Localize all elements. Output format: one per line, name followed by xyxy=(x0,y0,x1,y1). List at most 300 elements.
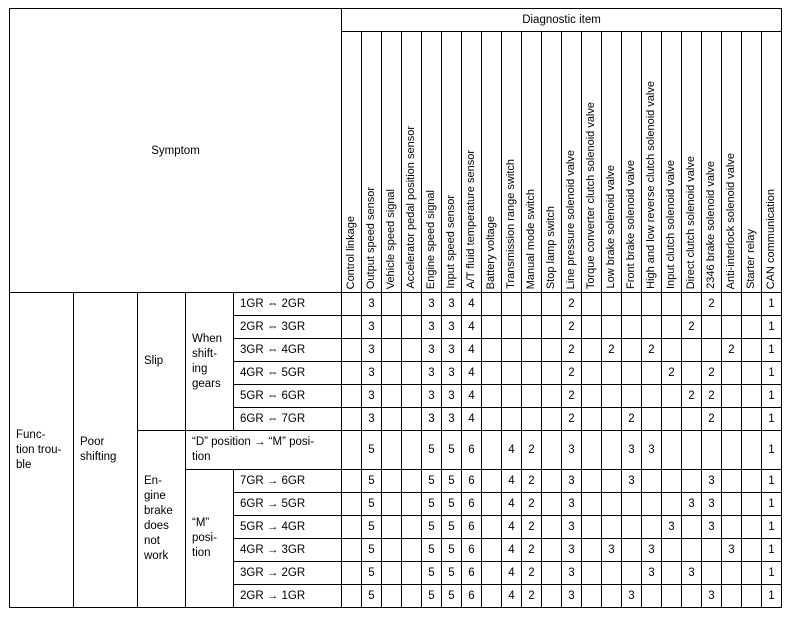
diagnostic-item-column-header xyxy=(762,32,782,293)
diagnostic-value-cell: 1 xyxy=(762,585,782,608)
diagnostic-value-cell: 1 xyxy=(762,316,782,339)
diagnostic-value-cell: 3 xyxy=(442,408,462,431)
diagnostic-value-cell xyxy=(502,408,522,431)
diagnostic-value-cell: 3 xyxy=(562,585,582,608)
diagnostic-item-column-header xyxy=(342,32,362,293)
diagnostic-value-cell: 5 xyxy=(442,470,462,493)
diagnostic-value-cell: 4 xyxy=(502,431,522,470)
diagnostic-value-cell xyxy=(382,385,402,408)
diagnostic-value-cell: 2 xyxy=(522,539,542,562)
diagnostic-value-cell xyxy=(382,408,402,431)
diagnostic-value-cell xyxy=(722,431,742,470)
diagnostic-value-cell: 2 xyxy=(522,431,542,470)
diagnostic-value-cell: 3 xyxy=(562,470,582,493)
diagnostic-value-cell: 3 xyxy=(422,362,442,385)
diagnostic-value-cell xyxy=(342,431,362,470)
diagnostic-value-cell: 6 xyxy=(462,516,482,539)
diagnostic-value-cell xyxy=(742,539,762,562)
diagnostic-value-cell xyxy=(502,316,522,339)
shift-condition-label: 6GR → 5GR xyxy=(234,493,342,516)
diagnostic-item-label: High and low reverse clutch solenoid valve xyxy=(645,81,657,289)
diagnostic-value-cell: 3 xyxy=(642,539,662,562)
diagnostic-value-cell xyxy=(682,539,702,562)
diagnostic-value-cell xyxy=(482,539,502,562)
table-row xyxy=(10,293,782,316)
diagnostic-value-cell xyxy=(542,293,562,316)
diagnostic-value-cell: 5 xyxy=(442,585,462,608)
diagnostic-value-cell xyxy=(642,585,662,608)
diagnostic-value-cell xyxy=(382,293,402,316)
diagnostic-value-cell xyxy=(682,585,702,608)
diagnostic-value-cell: 3 xyxy=(702,516,722,539)
diagnostic-value-cell xyxy=(722,585,742,608)
diagnostic-value-cell: 3 xyxy=(722,539,742,562)
diagnostic-value-cell xyxy=(722,362,742,385)
diagnostic-table xyxy=(9,8,782,608)
diagnostic-value-cell xyxy=(582,493,602,516)
diagnostic-value-cell xyxy=(582,539,602,562)
diagnostic-value-cell xyxy=(382,585,402,608)
diagnostic-value-cell xyxy=(722,293,742,316)
shift-condition-label: 4GR → 3GR xyxy=(234,539,342,562)
diagnostic-item-column-header xyxy=(482,32,502,293)
diagnostic-value-cell xyxy=(542,539,562,562)
diagnostic-value-cell xyxy=(602,385,622,408)
diagnostic-item-column-header xyxy=(622,32,642,293)
diagnostic-value-cell xyxy=(682,293,702,316)
diagnostic-value-cell xyxy=(742,293,762,316)
diagnostic-value-cell xyxy=(402,562,422,585)
diagnostic-value-cell: 2 xyxy=(522,516,542,539)
shift-condition-label: 3GR ⇔ 4GR xyxy=(234,339,342,362)
diagnostic-value-cell xyxy=(582,516,602,539)
diagnostic-value-cell xyxy=(522,408,542,431)
diagnostic-value-cell: 2 xyxy=(562,385,582,408)
diagnostic-value-cell xyxy=(522,316,542,339)
diagnostic-item-column-header xyxy=(602,32,622,293)
diagnostic-value-cell: 3 xyxy=(642,431,662,470)
diagnostic-value-cell xyxy=(502,293,522,316)
diagnostic-value-cell xyxy=(622,362,642,385)
diagnostic-value-cell: 5 xyxy=(442,493,462,516)
diagnostic-value-cell xyxy=(622,339,642,362)
diagnostic-value-cell: 3 xyxy=(422,316,442,339)
diagnostic-value-cell: 1 xyxy=(762,293,782,316)
diagnostic-value-cell xyxy=(722,408,742,431)
diagnostic-value-cell xyxy=(662,339,682,362)
diagnostic-value-cell xyxy=(402,539,422,562)
diagnostic-value-cell xyxy=(402,385,422,408)
diagnostic-value-cell xyxy=(402,516,422,539)
diagnostic-value-cell: 3 xyxy=(562,431,582,470)
shift-condition-label: 5GR → 4GR xyxy=(234,516,342,539)
diagnostic-item-label: Output speed sensor xyxy=(365,186,377,289)
diagnostic-value-cell xyxy=(582,585,602,608)
diagnostic-item-column-header xyxy=(682,32,702,293)
diagnostic-value-cell: 5 xyxy=(362,516,382,539)
diagnostic-value-cell xyxy=(742,385,762,408)
diagnostic-item-column-header xyxy=(582,32,602,293)
shift-condition-label: 6GR ⇔ 7GR xyxy=(234,408,342,431)
diagnostic-value-cell xyxy=(582,431,602,470)
diagnostic-value-cell xyxy=(702,316,722,339)
diagnostic-value-cell xyxy=(662,385,682,408)
shift-condition-label: 7GR → 6GR xyxy=(234,470,342,493)
diagnostic-value-cell xyxy=(382,493,402,516)
diagnostic-value-cell xyxy=(382,362,402,385)
diagnostic-value-cell xyxy=(582,385,602,408)
diagnostic-value-cell xyxy=(542,385,562,408)
diagnostic-value-cell: 4 xyxy=(462,408,482,431)
diagnostic-value-cell: 4 xyxy=(502,516,522,539)
diagnostic-value-cell: 2 xyxy=(562,408,582,431)
diagnostic-item-column-header xyxy=(462,32,482,293)
diagnostic-value-cell xyxy=(702,339,722,362)
diagnostic-value-cell xyxy=(482,470,502,493)
diagnostic-value-cell xyxy=(482,362,502,385)
diagnostic-value-cell xyxy=(542,562,562,585)
diagnostic-value-cell xyxy=(662,470,682,493)
diagnostic-value-cell xyxy=(382,339,402,362)
diagnostic-value-cell xyxy=(402,293,422,316)
diagnostic-value-cell: 5 xyxy=(422,562,442,585)
diagnostic-value-cell: 3 xyxy=(642,562,662,585)
diagnostic-value-cell xyxy=(682,431,702,470)
diagnostic-item-label: CAN communication xyxy=(765,188,777,289)
diagnostic-value-cell xyxy=(402,339,422,362)
diagnostic-value-cell: 5 xyxy=(442,539,462,562)
diagnostic-value-cell: 1 xyxy=(762,431,782,470)
diagnostic-value-cell xyxy=(622,293,642,316)
diagnostic-value-cell xyxy=(622,516,642,539)
diagnostic-value-cell: 2 xyxy=(522,470,542,493)
diagnostic-value-cell xyxy=(542,339,562,362)
diagnostic-item-column-header xyxy=(542,32,562,293)
diagnostic-value-cell: 3 xyxy=(622,470,642,493)
diagnostic-value-cell xyxy=(602,431,622,470)
diagnostic-value-cell xyxy=(602,316,622,339)
diagnostic-value-cell xyxy=(582,316,602,339)
diagnostic-value-cell xyxy=(342,539,362,562)
diagnostic-value-cell xyxy=(722,562,742,585)
shift-condition-label: 4GR ⇔ 5GR xyxy=(234,362,342,385)
diagnostic-item-label: Front brake solenoid valve xyxy=(625,159,637,289)
diagnostic-value-cell xyxy=(542,470,562,493)
diagnostic-value-cell xyxy=(502,339,522,362)
diagnostic-value-cell: 2 xyxy=(702,408,722,431)
diagnostic-value-cell: 3 xyxy=(562,539,582,562)
diagnostic-value-cell xyxy=(402,408,422,431)
diagnostic-value-cell: 3 xyxy=(422,293,442,316)
diagnostic-value-cell xyxy=(342,516,362,539)
diagnostic-value-cell: 3 xyxy=(362,385,382,408)
diagnostic-item-column-header xyxy=(742,32,762,293)
diagnostic-value-cell: 2 xyxy=(562,316,582,339)
symptom-group-engine-brake: En- gine brake does not work xyxy=(138,431,186,608)
diagnostic-value-cell: 4 xyxy=(462,293,482,316)
diagnostic-value-cell: 3 xyxy=(622,585,642,608)
diagnostic-value-cell: 2 xyxy=(562,362,582,385)
shift-condition-label: 5GR ⇔ 6GR xyxy=(234,385,342,408)
symptom-group-slip: Slip xyxy=(138,293,186,431)
diagnostic-value-cell: 1 xyxy=(762,562,782,585)
diagnostic-item-label: Torque converter clutch solenoid valve xyxy=(585,101,597,289)
diagnostic-value-cell xyxy=(662,293,682,316)
diagnostic-value-cell: 3 xyxy=(442,316,462,339)
diagnostic-value-cell xyxy=(742,362,762,385)
diagnostic-value-cell: 3 xyxy=(602,539,622,562)
diagnostic-value-cell xyxy=(742,585,762,608)
diagnostic-value-cell xyxy=(502,385,522,408)
shift-condition-label: 2GR → 1GR xyxy=(234,585,342,608)
diagnostic-item-label: Battery voltage xyxy=(485,215,497,289)
diagnostic-value-cell xyxy=(482,585,502,608)
diagnostic-value-cell: 2 xyxy=(682,385,702,408)
diagnostic-value-cell xyxy=(722,493,742,516)
diagnostic-value-cell: 5 xyxy=(362,562,382,585)
diagnostic-value-cell: 2 xyxy=(662,362,682,385)
diagnostic-value-cell xyxy=(342,362,362,385)
diagnostic-value-cell: 2 xyxy=(702,385,722,408)
diagnostic-value-cell xyxy=(402,316,422,339)
diagnostic-value-cell xyxy=(382,562,402,585)
diagnostic-value-cell xyxy=(682,339,702,362)
diagnostic-item-label: Starter relay xyxy=(745,229,757,289)
diagnostic-value-cell xyxy=(602,362,622,385)
diagnostic-value-cell: 4 xyxy=(502,470,522,493)
diagnostic-value-cell: 3 xyxy=(422,408,442,431)
diagnostic-value-cell xyxy=(382,431,402,470)
diagnostic-value-cell xyxy=(522,293,542,316)
diagnostic-value-cell: 3 xyxy=(362,362,382,385)
diagnostic-value-cell xyxy=(642,516,662,539)
diagnostic-value-cell xyxy=(542,316,562,339)
diagnostic-value-cell: 5 xyxy=(422,470,442,493)
diagnostic-value-cell: 3 xyxy=(702,470,722,493)
diagnostic-item-label: Input speed sensor xyxy=(445,195,457,289)
diagnostic-value-cell: 3 xyxy=(362,408,382,431)
diagnostic-value-cell xyxy=(482,316,502,339)
diagnostic-value-cell xyxy=(542,408,562,431)
diagnostic-value-cell xyxy=(622,539,642,562)
diagnostic-value-cell xyxy=(582,470,602,493)
diagnostic-value-cell xyxy=(342,293,362,316)
diagnostic-value-cell xyxy=(682,470,702,493)
diagnostic-value-cell xyxy=(742,493,762,516)
symptom-group-g2: Poor shifting xyxy=(74,293,138,608)
diagnostic-value-cell xyxy=(522,339,542,362)
diagnostic-value-cell xyxy=(542,431,562,470)
diagnostic-value-cell xyxy=(342,408,362,431)
diagnostic-value-cell xyxy=(742,408,762,431)
diagnostic-value-cell xyxy=(742,516,762,539)
diagnostic-value-cell: 1 xyxy=(762,362,782,385)
diagnostic-item-label: A/T fluid temperature sensor xyxy=(465,150,477,289)
diagnostic-value-cell xyxy=(642,408,662,431)
diagnostic-value-cell xyxy=(682,362,702,385)
diagnostic-value-cell: 5 xyxy=(422,431,442,470)
diagnostic-value-cell: 3 xyxy=(622,431,642,470)
diagnostic-value-cell xyxy=(402,493,422,516)
diagnostic-value-cell xyxy=(582,562,602,585)
diagnostic-value-cell xyxy=(662,585,682,608)
diagnostic-value-cell xyxy=(402,585,422,608)
diagnostic-value-cell: 5 xyxy=(362,493,382,516)
diagnostic-value-cell: 5 xyxy=(442,562,462,585)
diagnostic-value-cell: 3 xyxy=(682,493,702,516)
diagnostic-value-cell xyxy=(502,362,522,385)
shift-condition-label: 2GR ⇔ 3GR xyxy=(234,316,342,339)
diagnostic-value-cell: 6 xyxy=(462,470,482,493)
diagnostic-value-cell xyxy=(602,585,622,608)
diagnostic-value-cell: 1 xyxy=(762,516,782,539)
diagnostic-item-label: Engine speed signal xyxy=(425,189,437,289)
diagnostic-value-cell: 6 xyxy=(462,562,482,585)
diagnostic-value-cell: 4 xyxy=(462,362,482,385)
diagnostic-value-cell xyxy=(662,493,682,516)
diagnostic-item-column-header xyxy=(502,32,522,293)
diagnostic-value-cell xyxy=(482,562,502,585)
diagnostic-item-column-header xyxy=(702,32,722,293)
diagnostic-item-label: Low brake solenoid valve xyxy=(605,165,617,289)
diagnostic-value-cell: 3 xyxy=(362,316,382,339)
diagnostic-item-column-header xyxy=(402,32,422,293)
diagnostic-item-column-header xyxy=(562,32,582,293)
diagnostic-value-cell: 5 xyxy=(362,431,382,470)
diagnostic-item-label: 2346 brake solenoid valve xyxy=(705,161,717,289)
diagnostic-value-cell xyxy=(342,493,362,516)
diagnostic-value-cell xyxy=(602,562,622,585)
diagnostic-value-cell: 2 xyxy=(702,293,722,316)
diagnostic-value-cell xyxy=(642,316,662,339)
diagnostic-value-cell xyxy=(542,516,562,539)
diagnostic-value-cell xyxy=(342,562,362,585)
diagnostic-value-cell: 1 xyxy=(762,408,782,431)
diagnostic-value-cell: 6 xyxy=(462,539,482,562)
diagnostic-value-cell xyxy=(662,539,682,562)
diagnostic-value-cell: 2 xyxy=(702,362,722,385)
diagnostic-item-label: Anti-interlock solenoid valve xyxy=(725,152,737,289)
diagnostic-value-cell: 6 xyxy=(462,493,482,516)
diagnostic-value-cell xyxy=(482,516,502,539)
diagnostic-item-column-header xyxy=(442,32,462,293)
diagnostic-value-cell: 4 xyxy=(502,493,522,516)
diagnostic-value-cell: 3 xyxy=(562,516,582,539)
diagnostic-value-cell xyxy=(582,408,602,431)
diagnostic-value-cell: 5 xyxy=(422,493,442,516)
symptom-group-m-position: “M” posi- tion xyxy=(186,470,234,608)
diagnostic-value-cell: 5 xyxy=(442,431,462,470)
diagnostic-value-cell xyxy=(382,470,402,493)
symptom-group-when-shifting: When shift- ing gears xyxy=(186,293,234,431)
diagnostic-value-cell: 3 xyxy=(662,516,682,539)
diagnostic-value-cell xyxy=(382,316,402,339)
diagnostic-value-cell: 5 xyxy=(362,539,382,562)
diagnostic-item-header: Diagnostic item xyxy=(342,9,782,32)
diagnostic-item-label: Input clutch solenoid valve xyxy=(665,159,677,289)
diagnostic-value-cell xyxy=(682,408,702,431)
diagnostic-value-cell: 3 xyxy=(362,293,382,316)
diagnostic-value-cell: 4 xyxy=(462,339,482,362)
diagnostic-value-cell xyxy=(642,470,662,493)
diagnostic-value-cell xyxy=(582,293,602,316)
diagnostic-value-cell xyxy=(722,470,742,493)
diagnostic-item-label: Transmission range switch xyxy=(505,159,517,289)
diagnostic-value-cell xyxy=(742,470,762,493)
diagnostic-item-label: Manual mode switch xyxy=(525,188,537,289)
diagnostic-value-cell xyxy=(662,431,682,470)
shift-condition-label: 1GR ⇔ 2GR xyxy=(234,293,342,316)
diagnostic-value-cell xyxy=(482,293,502,316)
diagnostic-value-cell: 3 xyxy=(442,339,462,362)
diagnostic-value-cell: 3 xyxy=(442,385,462,408)
diagnostic-value-cell xyxy=(702,562,722,585)
diagnostic-value-cell xyxy=(662,562,682,585)
diagnostic-value-cell xyxy=(642,362,662,385)
diagnostic-item-label: Accelerator pedal position sensor xyxy=(405,126,417,289)
diagnostic-value-cell xyxy=(482,493,502,516)
diagnostic-item-column-header xyxy=(382,32,402,293)
diagnostic-value-cell xyxy=(662,316,682,339)
symptom-header: Symptom xyxy=(10,9,342,293)
diagnostic-value-cell xyxy=(602,493,622,516)
diagnostic-value-cell xyxy=(522,362,542,385)
diagnostic-value-cell: 4 xyxy=(502,562,522,585)
diagnostic-value-cell xyxy=(602,408,622,431)
diagnostic-value-cell: 2 xyxy=(622,408,642,431)
diagnostic-value-cell: 2 xyxy=(562,339,582,362)
diagnostic-value-cell: 1 xyxy=(762,385,782,408)
diagnostic-value-cell: 1 xyxy=(762,539,782,562)
diagnostic-value-cell xyxy=(542,362,562,385)
diagnostic-value-cell: 4 xyxy=(462,316,482,339)
diagnostic-value-cell: 2 xyxy=(642,339,662,362)
diagnostic-value-cell xyxy=(382,539,402,562)
diagnostic-value-cell xyxy=(722,385,742,408)
diagnostic-value-cell: 2 xyxy=(602,339,622,362)
diagnostic-value-cell: 2 xyxy=(522,493,542,516)
diagnostic-item-column-header xyxy=(422,32,442,293)
diagnostic-value-cell: 3 xyxy=(562,493,582,516)
diagnostic-value-cell: 6 xyxy=(462,585,482,608)
diagnostic-value-cell xyxy=(742,431,762,470)
diagnostic-value-cell: 3 xyxy=(442,293,462,316)
diagnostic-value-cell xyxy=(722,516,742,539)
diagnostic-value-cell xyxy=(382,516,402,539)
diagnostic-value-cell: 1 xyxy=(762,493,782,516)
diagnostic-value-cell xyxy=(642,493,662,516)
diagnostic-value-cell: 2 xyxy=(522,562,542,585)
shift-condition-label: “D” position → “M” posi- tion xyxy=(186,431,342,470)
diagnostic-value-cell xyxy=(602,470,622,493)
diagnostic-value-cell: 3 xyxy=(422,339,442,362)
diagnostic-value-cell: 4 xyxy=(502,539,522,562)
diagnostic-value-cell xyxy=(722,316,742,339)
diagnostic-value-cell xyxy=(342,585,362,608)
diagnostic-value-cell xyxy=(542,585,562,608)
diagnostic-value-cell xyxy=(342,339,362,362)
diagnostic-value-cell xyxy=(642,385,662,408)
diagnostic-value-cell: 1 xyxy=(762,470,782,493)
diagnostic-value-cell xyxy=(522,385,542,408)
diagnostic-value-cell xyxy=(482,385,502,408)
diagnostic-value-cell: 5 xyxy=(422,585,442,608)
diagnostic-value-cell: 5 xyxy=(442,516,462,539)
diagnostic-value-cell: 3 xyxy=(682,562,702,585)
diagnostic-value-cell: 4 xyxy=(462,385,482,408)
diagnostic-value-cell xyxy=(702,431,722,470)
diagnostic-value-cell xyxy=(742,339,762,362)
